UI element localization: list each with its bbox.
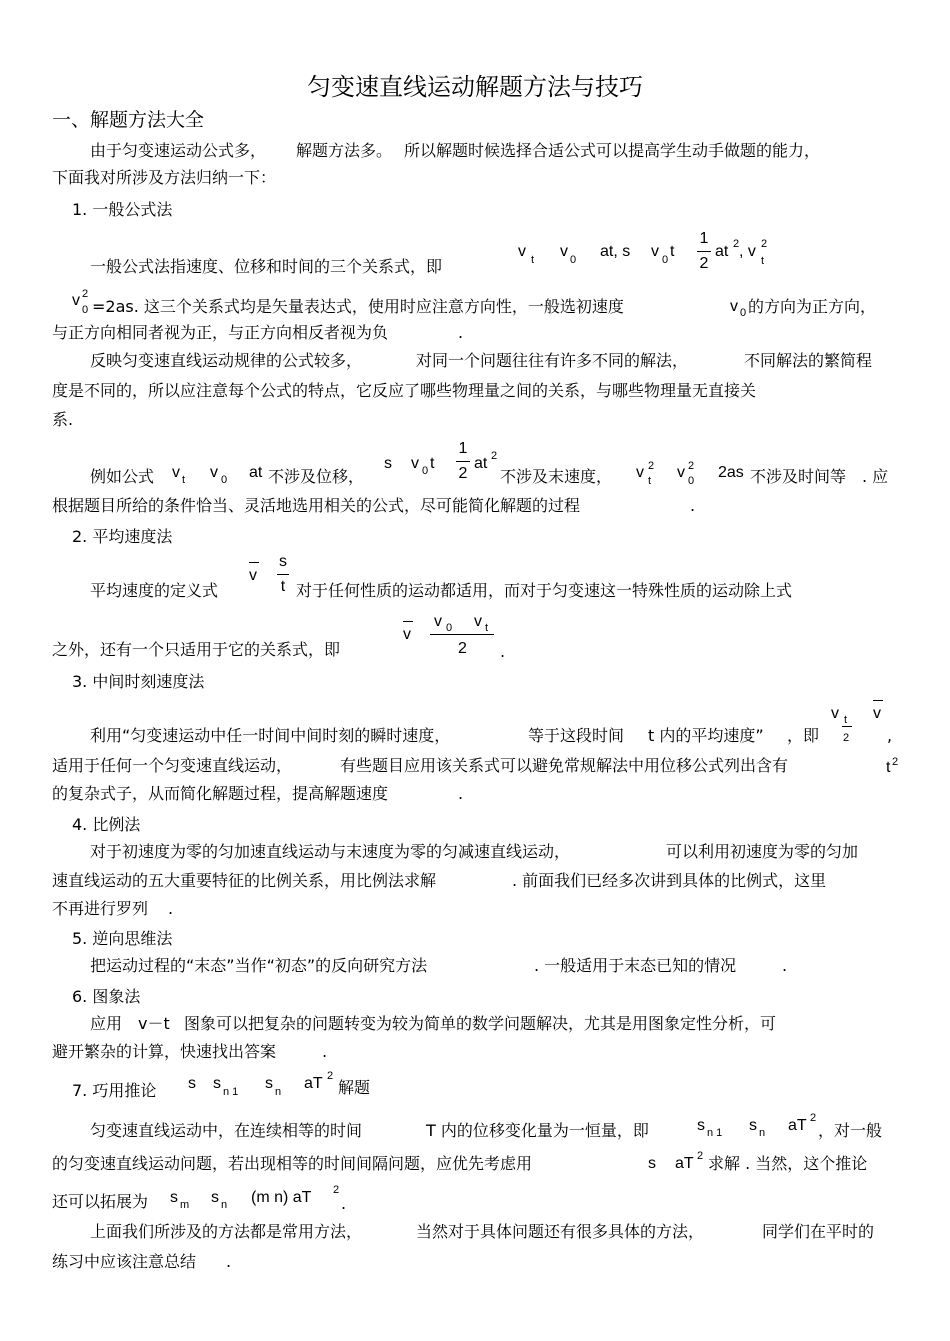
fraction-numerator: 1 xyxy=(458,440,468,457)
paragraph-text: 的复杂式子，从而简化解题过程，提高解题速度 xyxy=(52,784,389,803)
formula-symbol: at xyxy=(249,464,263,481)
paragraph-text: , xyxy=(887,726,893,745)
fraction-denominator: t xyxy=(280,578,286,595)
formula-symbol: s xyxy=(648,1155,656,1172)
paragraph-text: . xyxy=(168,899,174,918)
formula-symbol: t xyxy=(648,475,652,487)
paragraph-text: . xyxy=(458,784,464,803)
formula-symbol: v xyxy=(518,243,526,260)
formula-symbol: 2 xyxy=(733,238,740,250)
fraction-bar xyxy=(430,634,494,635)
method-heading: 7. 巧用推论 xyxy=(72,1081,157,1100)
paragraph-text: . 一般适用于末态已知的情况 xyxy=(534,956,737,975)
formula-symbol: aT xyxy=(788,1117,807,1134)
formula-symbol: 2 xyxy=(843,732,850,744)
formula-symbol: 2 xyxy=(333,1184,340,1196)
paragraph-text: 与正方向相同者视为正，与正方向相反者视为负 xyxy=(52,323,389,342)
formula-symbol: (m n) aT xyxy=(251,1189,312,1206)
paragraph-text: . xyxy=(782,956,788,975)
formula-symbol: s xyxy=(384,455,392,472)
page-title: 匀变速直线运动解题方法与技巧 xyxy=(307,73,643,101)
formula-symbol: m xyxy=(180,1199,190,1211)
formula-symbol: at, s xyxy=(600,243,631,260)
paragraph-text: . xyxy=(341,1194,347,1213)
paragraph-text: . xyxy=(690,496,696,515)
formula-symbol: v xyxy=(72,292,80,309)
formula-symbol: v xyxy=(873,705,881,722)
formula-symbol: v xyxy=(403,626,411,643)
method-heading: 6. 图象法 xyxy=(72,987,141,1006)
formula-symbol: v xyxy=(434,613,442,630)
paragraph-text: 不涉及末速度， xyxy=(500,467,613,486)
paragraph-text: . xyxy=(322,1042,328,1061)
fraction-bar xyxy=(842,726,852,727)
paragraph-text: . xyxy=(500,642,506,661)
method-heading: 1. 一般公式法 xyxy=(72,200,173,219)
formula-symbol: v xyxy=(249,567,257,584)
fraction-one-half xyxy=(456,440,470,484)
formula-symbol: v xyxy=(831,705,839,722)
method-heading: 3. 中间时刻速度法 xyxy=(72,672,205,691)
formula-symbol: n 1 xyxy=(707,1127,723,1139)
formula-symbol: n 1 xyxy=(223,1086,239,1098)
formula-symbol: 0 xyxy=(688,475,695,487)
formula-symbol: n xyxy=(759,1127,766,1139)
formula-symbol: v xyxy=(651,243,659,260)
formula-symbol: v xyxy=(560,243,568,260)
paragraph-text: 根据题目所给的条件恰当、灵活地选用相关的公式，尽可能简化解题的过程 xyxy=(52,496,581,515)
overline xyxy=(403,621,413,622)
formula-symbol: s xyxy=(749,1117,757,1134)
formula-symbol: 0 xyxy=(662,254,669,266)
fraction-numerator: s xyxy=(279,553,287,570)
paragraph-text: 不涉及时间等 xyxy=(750,467,847,486)
paragraph-text: 平均速度的定义式 xyxy=(90,581,219,600)
formula-symbol: t xyxy=(485,622,489,634)
formula-symbol: t xyxy=(531,254,535,266)
method-heading: 4. 比例法 xyxy=(72,815,141,834)
paragraph-text: 反映匀变速直线运动规律的公式较多， xyxy=(90,351,363,370)
paragraph-text: 度是不同的，所以应注意每个公式的特点，它反应了哪些物理量之间的关系，与哪些物理量无直接关 xyxy=(52,381,757,400)
formula-symbol: 2as xyxy=(718,464,744,481)
fraction-s-over-t xyxy=(277,553,289,597)
formula-symbol: s xyxy=(211,1189,219,1206)
fraction-bar xyxy=(697,251,711,252)
formula-symbol: 0 xyxy=(740,307,747,319)
paragraph-text: 等于这段时间 xyxy=(528,726,625,745)
paragraph-text: 一般公式法指速度、位移和时间的三个关系式，即 xyxy=(90,257,443,276)
formula-symbol: 0 xyxy=(221,474,228,486)
paragraph-text: 之外，还有一个只适用于它的关系式，即 xyxy=(52,640,341,659)
formula-symbol: v xyxy=(210,464,218,481)
formula-symbol: s xyxy=(170,1189,178,1206)
formula-symbol: 2 xyxy=(458,640,467,657)
overline xyxy=(249,562,259,563)
formula-symbol: v xyxy=(730,298,738,315)
intro-text: 所以解题时候选择合适公式可以提高学生动手做题的能力， xyxy=(404,141,821,160)
formula-symbol: s xyxy=(265,1075,273,1092)
intro-text: 下面我对所涉及方法归纳一下： xyxy=(52,168,277,187)
formula-symbol: 0 xyxy=(570,254,577,266)
intro-text: 解题方法多。 xyxy=(296,141,393,160)
fraction-bar xyxy=(277,574,289,575)
formula-symbol: aT xyxy=(675,1155,694,1172)
formula-symbol: at xyxy=(474,455,488,472)
paragraph-text: . 前面我们已经多次讲到具体的比例式，这里 xyxy=(512,871,827,890)
fraction-denominator: 2 xyxy=(699,255,709,272)
formula-symbol: , v xyxy=(739,243,756,260)
fraction-bar xyxy=(456,461,470,462)
formula-symbol: n xyxy=(221,1199,228,1211)
paragraph-text: 对于初速度为零的匀加速直线运动与末速度为零的匀减速直线运动， xyxy=(90,842,571,861)
intro-text: 由于匀变速运动公式多， xyxy=(90,141,267,160)
fraction-numerator: 1 xyxy=(699,230,709,247)
paragraph-text: v－t xyxy=(138,1014,170,1033)
formula-symbol: 2 xyxy=(82,288,89,300)
paragraph-text: 同学们在平时的 xyxy=(762,1222,875,1241)
paragraph-text: 求解 . 当然，这个推论 xyxy=(708,1154,868,1173)
paragraph-text: 对于任何性质的运动都适用，而对于匀变速这一特殊性质的运动除上式 xyxy=(296,581,793,600)
paragraph-text: 解题 xyxy=(338,1078,371,1097)
paragraph-text: ，即 xyxy=(787,726,820,745)
paragraph-text: 避开繁杂的计算，快速找出答案 xyxy=(52,1042,277,1061)
method-heading: 2. 平均速度法 xyxy=(72,527,173,546)
formula-symbol: 2 xyxy=(688,460,695,472)
paragraph-text: ，对一般 xyxy=(818,1121,883,1140)
paragraph-text: 系. xyxy=(52,410,74,429)
formula-symbol: 2 xyxy=(761,238,768,250)
paragraph-text: 匀变速直线运动中，在连续相等的时间 xyxy=(90,1121,363,1140)
paragraph-text: 的方向为正方向， xyxy=(748,297,877,316)
fraction-denominator: 2 xyxy=(458,465,468,482)
formula-symbol: t xyxy=(844,714,848,726)
paragraph-text: 不再进行罗列 xyxy=(52,899,149,918)
formula-symbol: 2 xyxy=(697,1150,704,1162)
formula-symbol: v xyxy=(411,455,419,472)
formula-symbol: v xyxy=(636,464,644,481)
paragraph-text: 把运动过程的“末态”当作“初态”的反向研究方法 xyxy=(90,956,428,975)
paragraph-text: 速直线运动的五大重要特征的比例关系，用比例法求解 xyxy=(52,871,437,890)
formula-symbol: v xyxy=(677,464,685,481)
paragraph-text: 应用 xyxy=(90,1014,123,1033)
paragraph-text: 对同一个问题往往有许多不同的解法， xyxy=(416,351,689,370)
formula-symbol: 2 xyxy=(648,460,655,472)
section-heading: 一、解题方法大全 xyxy=(52,109,205,131)
paragraph-text: 适用于任何一个匀变速直线运动， xyxy=(52,756,293,775)
formula-symbol: 2 xyxy=(491,450,498,462)
paragraph-text: 不同解法的繁简程 xyxy=(744,351,873,370)
paragraph-text: . 应 xyxy=(862,467,889,486)
fraction-one-half xyxy=(697,230,711,274)
formula-symbol: 0 xyxy=(82,304,89,316)
formula-symbol: v xyxy=(474,613,482,630)
formula-symbol: aT xyxy=(304,1075,323,1092)
formula-symbol: t xyxy=(886,759,891,776)
formula-symbol: n xyxy=(275,1086,282,1098)
formula-symbol: s xyxy=(697,1117,705,1134)
paragraph-text: 上面我们所涉及的方法都是常用方法， xyxy=(90,1222,363,1241)
overline xyxy=(873,700,883,701)
formula-symbol: 2 xyxy=(810,1112,817,1124)
formula-symbol: t xyxy=(430,455,435,472)
paragraph-text: 当然对于具体问题还有很多具体的方法， xyxy=(416,1222,705,1241)
paragraph-text: 图象可以把复杂的问题转变为较为简单的数学问题解决，尤其是用图象定性分析，可 xyxy=(184,1014,777,1033)
formula-symbol: 0 xyxy=(446,622,453,634)
formula-symbol: t xyxy=(182,474,186,486)
paragraph-text: 练习中应该注意总结 xyxy=(52,1252,197,1271)
paragraph-text: . xyxy=(458,323,464,342)
formula-symbol: s xyxy=(213,1075,221,1092)
formula-symbol: 0 xyxy=(422,465,429,477)
paragraph-text: T 内的位移变化量为一恒量，即 xyxy=(426,1121,649,1140)
paragraph-text: . xyxy=(226,1252,232,1271)
formula-symbol: s xyxy=(188,1075,196,1092)
formula-symbol: t xyxy=(670,243,675,260)
paragraph-text: 还可以拓展为 xyxy=(52,1192,149,1211)
paragraph-text: =2as. 这三个关系式均是矢量表达式，使用时应注意方向性，一般选初速度 xyxy=(92,297,624,316)
formula-symbol: 2 xyxy=(892,756,899,768)
paragraph-text: 不涉及位移， xyxy=(268,467,365,486)
paragraph-text: t 内的平均速度” xyxy=(648,726,764,745)
paragraph-text: 有些题目应用该关系式可以避免常规解法中用位移公式列出含有 xyxy=(340,756,789,775)
formula-symbol: v xyxy=(172,464,180,481)
paragraph-text: 的匀变速直线运动问题，若出现相等的时间间隔问题，应优先考虑用 xyxy=(52,1154,533,1173)
method-heading: 5. 逆向思维法 xyxy=(72,929,173,948)
formula-symbol: 2 xyxy=(327,1070,334,1082)
formula-symbol: at xyxy=(715,243,729,260)
paragraph-text: 利用“匀变速运动中任一时间中间时刻的瞬时速度， xyxy=(90,726,451,745)
paragraph-text: 可以利用初速度为零的匀加 xyxy=(666,842,859,861)
formula-symbol: t xyxy=(761,255,765,267)
paragraph-text: 例如公式 xyxy=(90,467,155,486)
